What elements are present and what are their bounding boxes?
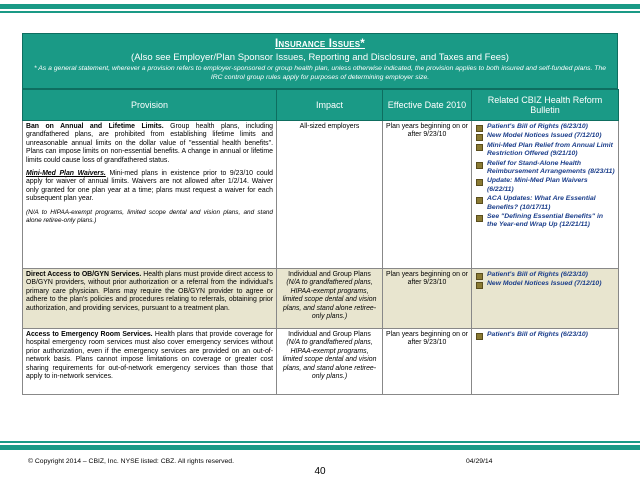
section-title: Insurance Issues* [275, 38, 365, 50]
page-number: 40 [314, 466, 326, 477]
provision-lead: Direct Access to OB/GYN Services. [26, 271, 142, 278]
section-subtitle: (Also see Employer/Plan Sponsor Issues, Reporting and Disclosure, and Taxes and Fees) [131, 52, 509, 63]
top-rule-thick [0, 4, 640, 9]
related-link[interactable]: Update: Mini-Med Plan Waivers (6/22/11) [475, 177, 615, 194]
col-header-related: Related CBIZ Health Reform Bulletin [472, 90, 619, 121]
square-bullet-icon [476, 333, 483, 340]
section-note: * As a general statement, wherever a provision refers to employer-sponsored or group health plan, unless otherwise indicated, the provision applies to both insured and self-funded plans. The IRC control group rules apply for purposes of determining employer size. [33, 65, 607, 81]
provision-cell [23, 269, 277, 329]
square-bullet-icon [476, 215, 483, 222]
footer-copyright: © Copyright 2014 – CBIZ, Inc. NYSE listed: CBZ. All rights reserved. [28, 458, 234, 465]
provision-cell [23, 121, 277, 269]
related-link[interactable]: Patient's Bill of Rights (6/23/10) [475, 271, 615, 279]
top-rule-thin [0, 11, 640, 13]
square-bullet-icon [476, 144, 483, 151]
impact-cell [277, 329, 383, 395]
square-bullet-icon [476, 197, 483, 204]
provision-text: Health plans must provide direct access to OB/GYN providers, without prior authorization or a referral from the individual's primary care physician. Plans may require the OB/GYN provider to agree or adhere to the plan's policies and procedures relating to referrals, obtaining prior authorization, and providing services, pursuant to a treatment plan. [26, 271, 273, 312]
related-link[interactable]: See "Defining Essential Benefits" in the Year-end Wrap Up (12/21/11) [475, 213, 615, 230]
provision-lead: Ban on Annual and Lifetime Limits. [26, 123, 164, 130]
effective-text: Plan years beginning on or after 9/23/10 [386, 123, 468, 139]
effective-cell [383, 329, 472, 395]
square-bullet-icon [476, 282, 483, 289]
effective-text: Plan years beginning on or after 9/23/10 [386, 271, 468, 287]
table-row [23, 121, 619, 269]
provision-lead: Access to Emergency Room Services. [26, 331, 153, 338]
footer-date: 04/29/14 [466, 458, 493, 465]
related-link[interactable]: Relief for Stand-Alone Health Reimbursement Arrangements (8/23/11) [475, 160, 615, 177]
square-bullet-icon [476, 273, 483, 280]
insurance-issues-table [22, 89, 619, 395]
provision-text-2: Mini-med plans in existence prior to 9/23/10 could apply for waiver of annual limits. Waivers are not allowed after 1/2/14. Waiver only granted for one plan year at a time; plans must request a waiver for each subsequent plan year. [26, 170, 273, 203]
table-row [23, 269, 619, 329]
provision-note: (N/A to HIPAA-exempt programs, limited scope dental and vision plans, and stand alone retiree-only plans.) [26, 208, 273, 225]
provision-lead-2: Mini-Med Plan Waivers. [26, 170, 106, 178]
impact-cell [277, 121, 383, 269]
impact-text: All-sized employers [299, 123, 360, 130]
section-header [22, 33, 618, 89]
square-bullet-icon [476, 179, 483, 186]
related-cell [472, 121, 619, 269]
provision-cell [23, 329, 277, 395]
impact-cell [277, 269, 383, 329]
square-bullet-icon [476, 125, 483, 132]
bottom-rule-thin [0, 441, 640, 443]
impact-note: (N/A to grandfathered plans, HIPAA-exempt programs, limited scope dental and vision plans, and stand alone retiree-only plans.) [282, 339, 377, 381]
col-header-provision: Provision [23, 90, 277, 121]
related-cell [472, 269, 619, 329]
related-list [475, 331, 615, 339]
effective-text: Plan years beginning on or after 9/23/10 [386, 331, 468, 347]
related-link[interactable]: Mini-Med Plan Relief from Annual Limit Restriction Offered (9/21/10) [475, 142, 615, 159]
provision-text: Group health plans, including grandfathered plans, are prohibited from establishing lifetime limits and unreasonable annual limits on the dollar value of "essential health benefits". Plans can impose limits on non-essential benefits. A change in annual or lifetime limits could cause loss of grandfathered status. [26, 123, 273, 164]
table-header-row [23, 90, 619, 121]
related-link[interactable]: ACA Updates: What Are Essential Benefits? (10/17/11) [475, 195, 615, 212]
col-header-effective: Effective Date 2010 [383, 90, 472, 121]
related-link[interactable]: New Model Notices Issued (7/12/10) [475, 280, 615, 288]
impact-text: Individual and Group Plans [288, 331, 371, 338]
table-row [23, 329, 619, 395]
bottom-rule-thick [0, 445, 640, 450]
square-bullet-icon [476, 162, 483, 169]
related-link[interactable]: Patient's Bill of Rights (6/23/10) [475, 331, 615, 339]
related-link[interactable]: New Model Notices Issued (7/12/10) [475, 132, 615, 140]
related-link[interactable]: Patient's Bill of Rights (6/23/10) [475, 123, 615, 131]
related-list [475, 123, 615, 230]
impact-text: Individual and Group Plans [288, 271, 371, 278]
related-cell [472, 329, 619, 395]
effective-cell [383, 121, 472, 269]
col-header-impact: Impact [277, 90, 383, 121]
effective-cell [383, 269, 472, 329]
provision-text: Health plans that provide coverage for hospital emergency room services must also cover emergency services without prior authorization, even if the emergency services are provided on an out-of-network basis. Plans cannot impose limitations on coverage or greater cost sharing requirements for out-of-network emergency services than those that apply to in-network services. [26, 331, 274, 381]
related-list [475, 271, 615, 289]
square-bullet-icon [476, 134, 483, 141]
impact-note: (N/A to grandfathered plans, HIPAA-exempt programs, limited scope dental and vision plans, and stand alone retiree-only plans.) [282, 279, 377, 321]
